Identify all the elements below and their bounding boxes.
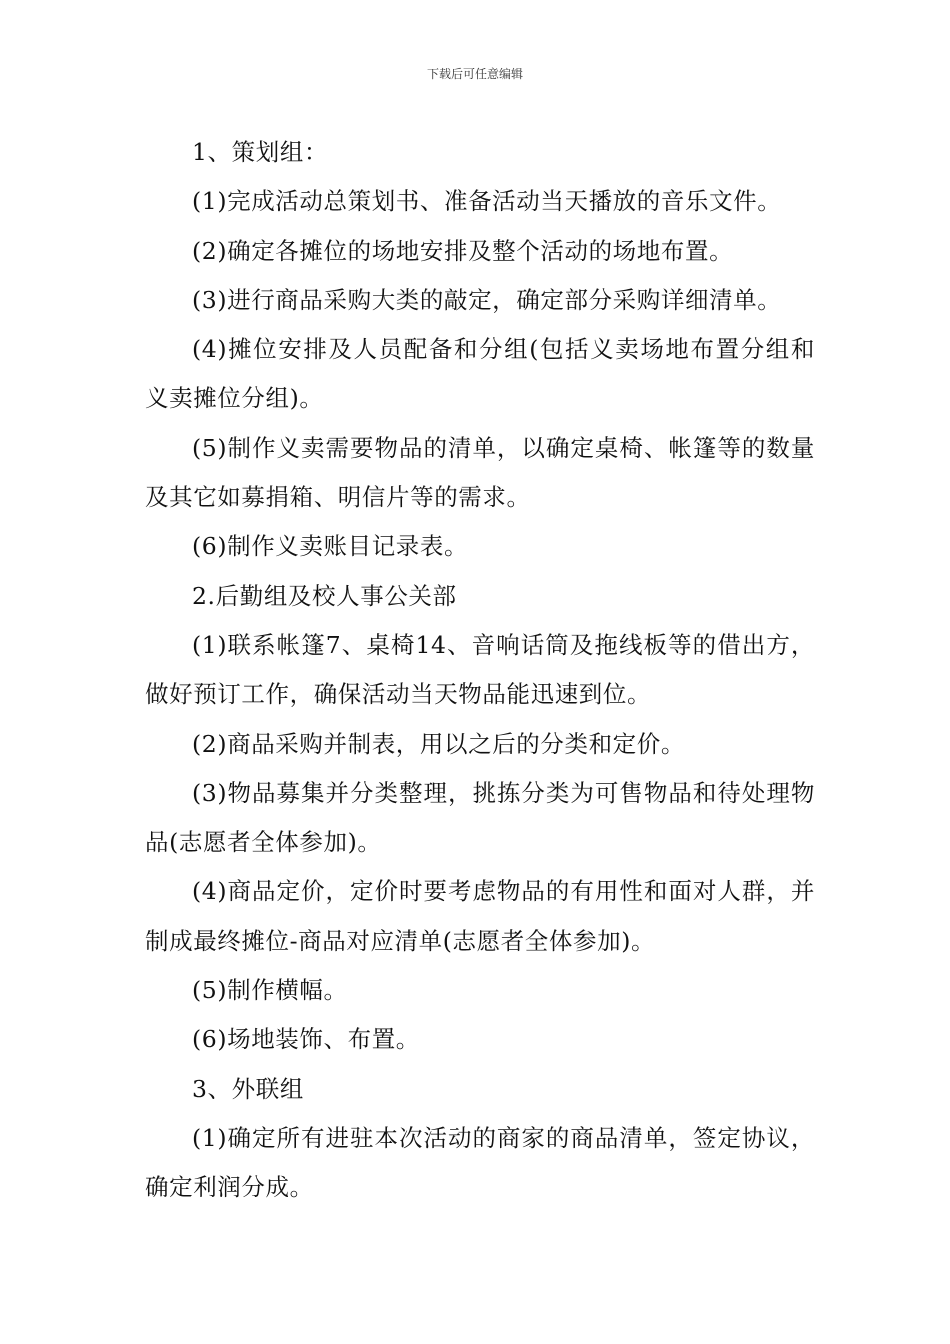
list-item: (1)联系帐篷7、桌椅14、音响话筒及拖线板等的借出方，做好预订工作，确保活动当天物品能迅速到位。 xyxy=(145,630,815,709)
list-item: (1)确定所有进驻本次活动的商家的商品清单，签定协议，确定利润分成。 xyxy=(145,1123,815,1202)
list-item: (4)摊位安排及人员配备和分组(包括义卖场地布置分组和义卖摊位分组)。 xyxy=(145,335,815,413)
list-item: (2)商品采购并制表，用以之后的分类和定价。 xyxy=(192,729,685,758)
list-item: (6)制作义卖账目记录表。 xyxy=(192,532,469,561)
section-heading-planning: 1、策划组： xyxy=(192,138,329,166)
list-item: (3)进行商品采购大类的敲定，确定部分采购详细清单。 xyxy=(192,285,782,314)
page-header-note: 下载后可任意编辑 xyxy=(426,67,523,81)
list-item: (6)场地装饰、布置。 xyxy=(192,1025,420,1054)
list-item: (3)物品募集并分类整理，挑拣分类为可售物品和待处理物品(志愿者全体参加)。 xyxy=(145,778,815,857)
list-item: (4)商品定价，定价时要考虑物品的有用性和面对人群，并制成最终摊位-商品对应清单(志愿者全体参加)。 xyxy=(145,877,815,955)
list-item: (5)制作横幅。 xyxy=(192,976,348,1005)
list-item: (2)确定各摊位的场地安排及整个活动的场地布置。 xyxy=(192,236,734,265)
list-item: (5)制作义卖需要物品的清单，以确定桌椅、帐篷等的数量及其它如募捐箱、明信片等的需求。 xyxy=(145,433,815,512)
list-item: (1)完成活动总策划书、准备活动当天播放的音乐文件。 xyxy=(192,187,782,216)
document-body xyxy=(145,128,815,1213)
section-heading-outreach: 3、外联组 xyxy=(192,1074,304,1103)
section-heading-logistics: 2.后勤组及校人事公关部 xyxy=(192,581,457,610)
